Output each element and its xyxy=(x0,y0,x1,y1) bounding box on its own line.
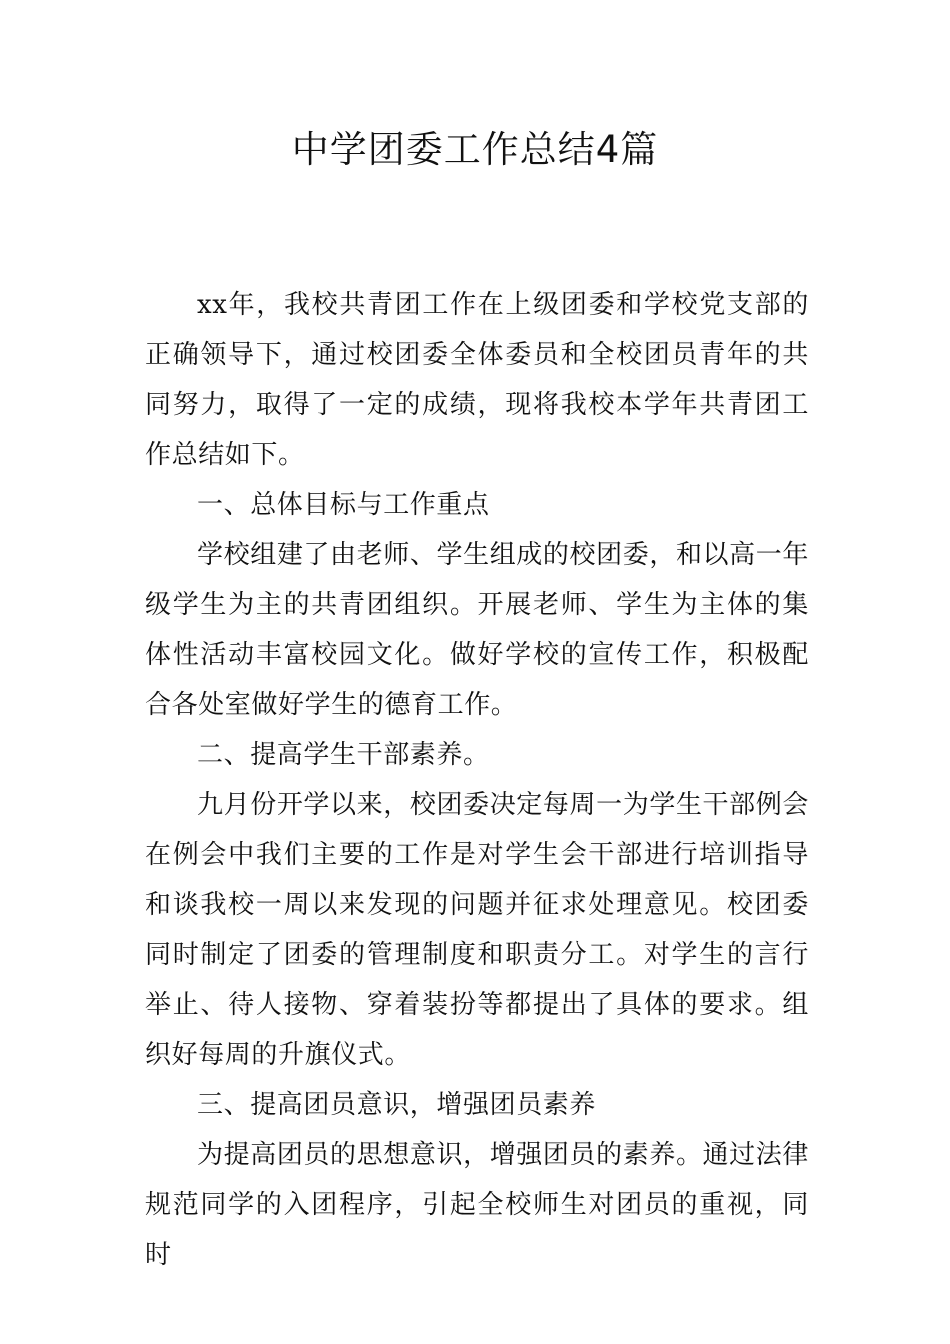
document-body xyxy=(145,280,809,1280)
section-paragraph-3: 为提高团员的思想意识，增强团员的素养。通过法律规范同学的入团程序，引起全校师生对团员的重视，同时 xyxy=(145,1140,809,1270)
intro-paragraph: xx年，我校共青团工作在上级团委和学校党支部的正确领导下，通过校团委全体委员和全校团员青年的共同努力，取得了一定的成绩，现将我校本学年共青团工作总结如下。 xyxy=(145,290,809,470)
document-title: 中学团委工作总结4篇 xyxy=(291,128,659,171)
section-paragraph-1: 学校组建了由老师、学生组成的校团委，和以高一年级学生为主的共青团组织。开展老师、学生为主体的集体性活动丰富校园文化。做好学校的宣传工作，积极配合各处室做好学生的德育工作。 xyxy=(145,540,809,720)
section-heading-1: 一、总体目标与工作重点 xyxy=(197,490,490,520)
section-heading-3: 三、提高团员意识，增强团员素养 xyxy=(197,1090,597,1120)
section-paragraph-2: 九月份开学以来，校团委决定每周一为学生干部例会在例会中我们主要的工作是对学生会干部进行培训指导和谈我校一周以来发现的问题并征求处理意见。校团委同时制定了团委的管理制度和职责分工。对学生的言行举止、待人接物、穿着装扮等都提出了具体的要求。组织好每周的升旗仪式。 xyxy=(145,790,809,1070)
section-heading-2: 二、提高学生干部素养。 xyxy=(197,740,490,770)
